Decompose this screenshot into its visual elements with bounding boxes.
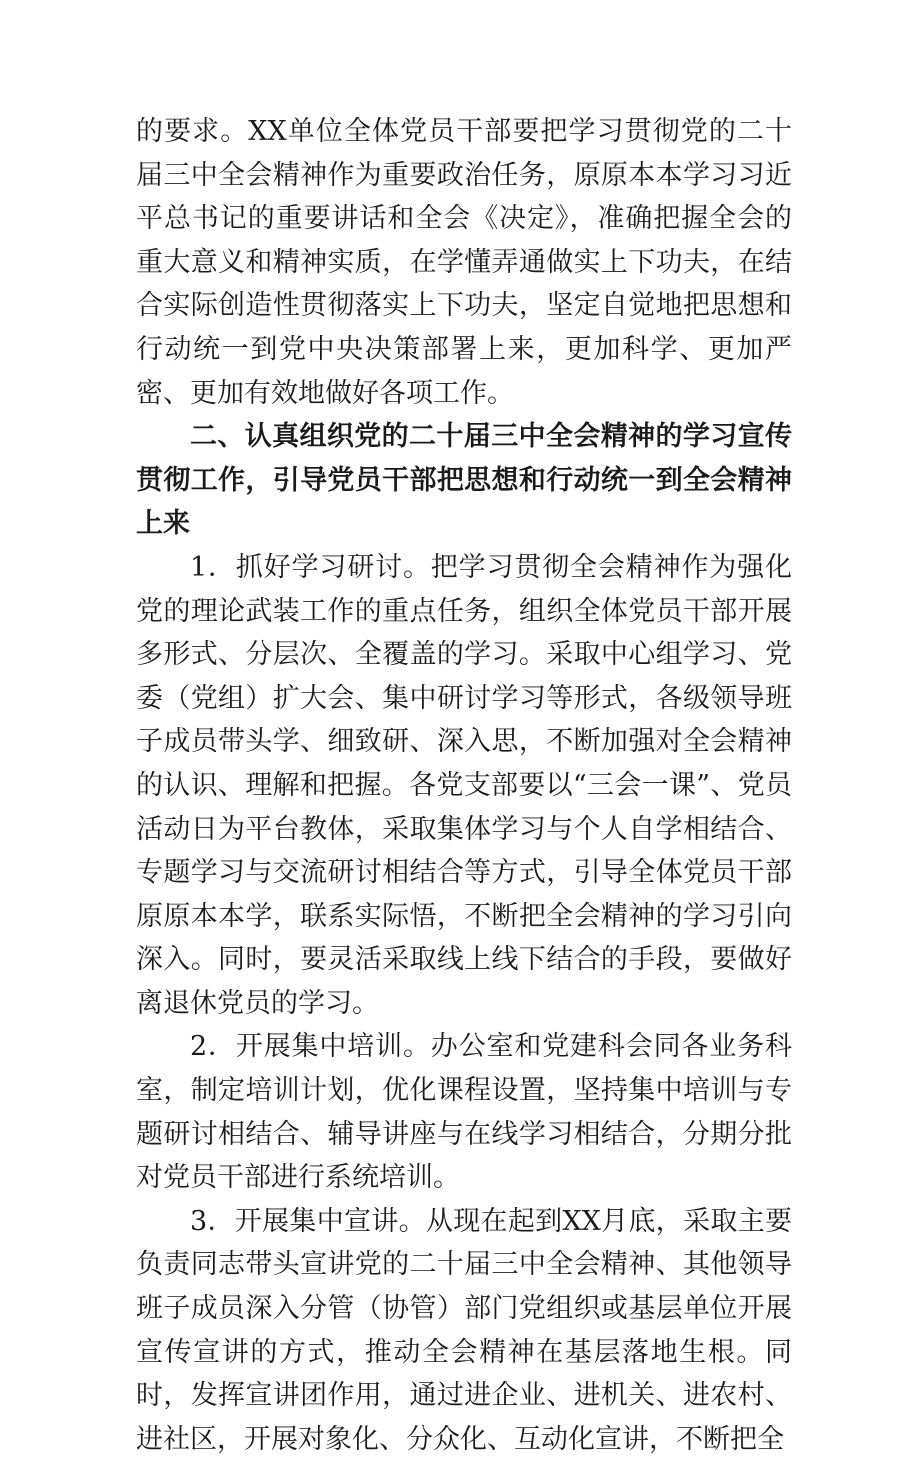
body-paragraph-item-3: 3．开展集中宣讲。从现在起到XX月底，采取主要负责同志带头宣讲党的二十届三中全会精神、其他领导班子成员深入分管（协管）部门党组织或基层单位开展宣传宣讲的方式，推动全会精神在基层落地生根。同时，发挥宣讲团作用，通过进企业、进机关、进农村、进社区，开展对象化、分众化、互动化宣讲，不断把全 <box>136 1205 792 1455</box>
body-paragraph-item-2: 2．开展集中培训。办公室和党建科会同各业务科室，制定培训计划，优化课程设置，坚持集中培训与专题研讨相结合、辅导讲座与在线学习相结合，分期分批对党员干部进行系统培训。 <box>136 1031 792 1194</box>
section-heading-2: 二、认真组织党的二十届三中全会精神的学习宣传贯彻工作，引导党员干部把思想和行动统一到全会精神上来 <box>136 421 792 540</box>
body-paragraph-continuation: 的要求。XX单位全体党员干部要把学习贯彻党的二十届三中全会精神作为重要政治任务，原原本本学习习近平总书记的重要讲话和全会《决定》，准确把握全会的重大意义和精神实质，在学懂弄通做实上下功夫，在结合实际创造性贯彻落实上下功夫，坚定自觉地把思想和行动统一到党中央决策部署上来，更加科学、更加严密、更加有效地做好各项工作。 <box>136 116 792 409</box>
body-paragraph-item-1: 1．抓好学习研讨。把学习贯彻全会精神作为强化党的理论武装工作的重点任务，组织全体党员干部开展多形式、分层次、全覆盖的学习。采取中心组学习、党委（党组）扩大会、集中研讨学习等形式，各级领导班子成员带头学、细致研、深入思，不断加强对全会精神的认识、理解和把握。各党支部要以“三会一课”、党员活动日为平台教体，采取集体学习与个人自学相结合、专题学习与交流研讨相结合等方式，引导全体党员干部原原本本学，联系实际悟，不断把全会精神的学习引向深入。同时，要灵活采取线上线下结合的手段，要做好离退休党员的学习。 <box>136 551 792 1019</box>
document-page <box>136 110 792 1461</box>
